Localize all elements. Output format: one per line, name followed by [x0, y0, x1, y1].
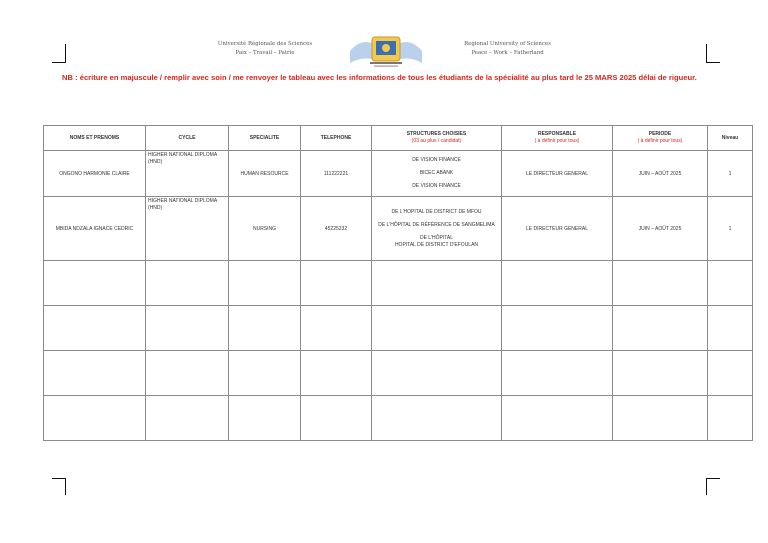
- empty-cell[interactable]: [44, 396, 146, 441]
- cell-period: JUIN – AOÛT 2025: [613, 197, 708, 261]
- col-header-level: Niveau: [708, 126, 753, 151]
- crop-mark-bottom-left: [52, 478, 66, 495]
- empty-cell[interactable]: [613, 261, 708, 306]
- col-header-structures: [372, 126, 502, 151]
- cell-level: 1: [708, 197, 753, 261]
- empty-table-row: [44, 261, 753, 306]
- empty-cell[interactable]: [708, 261, 753, 306]
- col-header-phone: TELEPHONE: [301, 126, 372, 151]
- table-row: [44, 197, 753, 261]
- empty-cell[interactable]: [146, 396, 229, 441]
- university-logo: [346, 33, 426, 69]
- empty-cell[interactable]: [502, 351, 613, 396]
- empty-cell[interactable]: [229, 261, 301, 306]
- empty-cell[interactable]: [372, 306, 502, 351]
- students-table: [43, 125, 753, 441]
- col-header-speciality: SPECIALITE: [229, 126, 301, 151]
- cell-level: 1: [708, 151, 753, 197]
- cell-period: JUIN – AOÛT 2025: [613, 151, 708, 197]
- manager-title: RESPONSABLE: [537, 131, 577, 137]
- structure-item: HOPITAL DE DISTRICT D'EFOULAN: [394, 241, 479, 248]
- cell-cycle: HIGHER NATIONAL DIPLOMA (HND): [146, 151, 229, 197]
- crop-mark-top-left: [52, 44, 66, 63]
- empty-table-row: [44, 396, 753, 441]
- empty-cell[interactable]: [613, 306, 708, 351]
- structure-item: DE L'HÔPITAL: [419, 234, 454, 241]
- empty-cell[interactable]: [301, 351, 372, 396]
- header-right: [420, 40, 595, 58]
- structure-item: DE L'HOPITAL DE DISTRICT DE MFOU: [391, 208, 482, 215]
- empty-cell[interactable]: [146, 351, 229, 396]
- deadline-notice: NB : écriture en majuscule / remplir avec soin / me renvoyer le tableau avec les informations de tous les étudiants de la spécialité au plus tard le 25 MARS 2025 délai de rigueur.: [62, 73, 697, 82]
- empty-table-row: [44, 351, 753, 396]
- header-left: [170, 40, 360, 58]
- cell-cycle: HIGHER NATIONAL DIPLOMA (HND): [146, 197, 229, 261]
- header-right-line1: Regional University of Sciences: [464, 41, 551, 47]
- cell-speciality: HUMAN RESOURCE: [229, 151, 301, 197]
- col-header-cycle: CYCLE: [146, 126, 229, 151]
- col-header-name: NOMS ET PRENOMS: [44, 126, 146, 151]
- structure-item: DE VISION FINANCE: [412, 157, 461, 163]
- manager-subtitle: ( à définir pour tous): [534, 138, 580, 144]
- cell-manager: LE DIRECTEUR GENERAL: [502, 197, 613, 261]
- empty-cell[interactable]: [502, 261, 613, 306]
- structures-title: STRUCTURES CHOISIES: [406, 131, 467, 137]
- structure-item: BICEC ABANK: [419, 170, 454, 176]
- empty-cell[interactable]: [44, 306, 146, 351]
- period-subtitle: ( à définir pour tous): [637, 138, 683, 144]
- crop-mark-top-right: [706, 44, 720, 63]
- structure-item: DE VISION FINANCE: [412, 183, 461, 189]
- empty-cell[interactable]: [44, 261, 146, 306]
- header-left-line1: Université Régionale des Sciences: [217, 41, 313, 47]
- crop-mark-bottom-right: [706, 478, 720, 495]
- header-left-line2: Paix – Travail – Patrie: [235, 50, 295, 56]
- header-right-line2: Peace – Work – Fatherland: [471, 50, 544, 56]
- empty-table-row: [44, 306, 753, 351]
- empty-cell[interactable]: [301, 306, 372, 351]
- cell-structures: [372, 151, 502, 197]
- table-row: [44, 151, 753, 197]
- table-header-row: [44, 126, 753, 151]
- cell-name: MBIDA NDZALA IGNACE CEDRIC: [44, 197, 146, 261]
- cell-phone: 45225232: [301, 197, 372, 261]
- empty-cell[interactable]: [613, 396, 708, 441]
- empty-cell[interactable]: [301, 261, 372, 306]
- empty-cell[interactable]: [301, 396, 372, 441]
- empty-cell[interactable]: [708, 306, 753, 351]
- cell-phone: 111222221: [301, 151, 372, 197]
- empty-cell[interactable]: [708, 396, 753, 441]
- empty-cell[interactable]: [44, 351, 146, 396]
- col-header-manager: [502, 126, 613, 151]
- period-title: PERIODE: [648, 131, 672, 137]
- empty-cell[interactable]: [229, 306, 301, 351]
- empty-cell[interactable]: [229, 351, 301, 396]
- structures-subtitle: (03 au plus / candidat): [411, 138, 462, 144]
- cell-manager: LE DIRECTEUR GENERAL: [502, 151, 613, 197]
- empty-cell[interactable]: [613, 351, 708, 396]
- cell-speciality: NURSING: [229, 197, 301, 261]
- empty-cell[interactable]: [372, 396, 502, 441]
- empty-cell[interactable]: [502, 396, 613, 441]
- empty-cell[interactable]: [372, 261, 502, 306]
- empty-cell[interactable]: [146, 306, 229, 351]
- col-header-period: [613, 126, 708, 151]
- cell-structures: [372, 197, 502, 261]
- structure-item: DE L'HÔPITAL DE RÉFÉRENCE DE SANGMELIMA: [378, 221, 495, 228]
- empty-cell[interactable]: [229, 396, 301, 441]
- empty-cell[interactable]: [502, 306, 613, 351]
- empty-cell[interactable]: [146, 261, 229, 306]
- empty-cell[interactable]: [708, 351, 753, 396]
- empty-cell[interactable]: [372, 351, 502, 396]
- cell-name: ONGONO HARMONIE CLAIRE: [44, 151, 146, 197]
